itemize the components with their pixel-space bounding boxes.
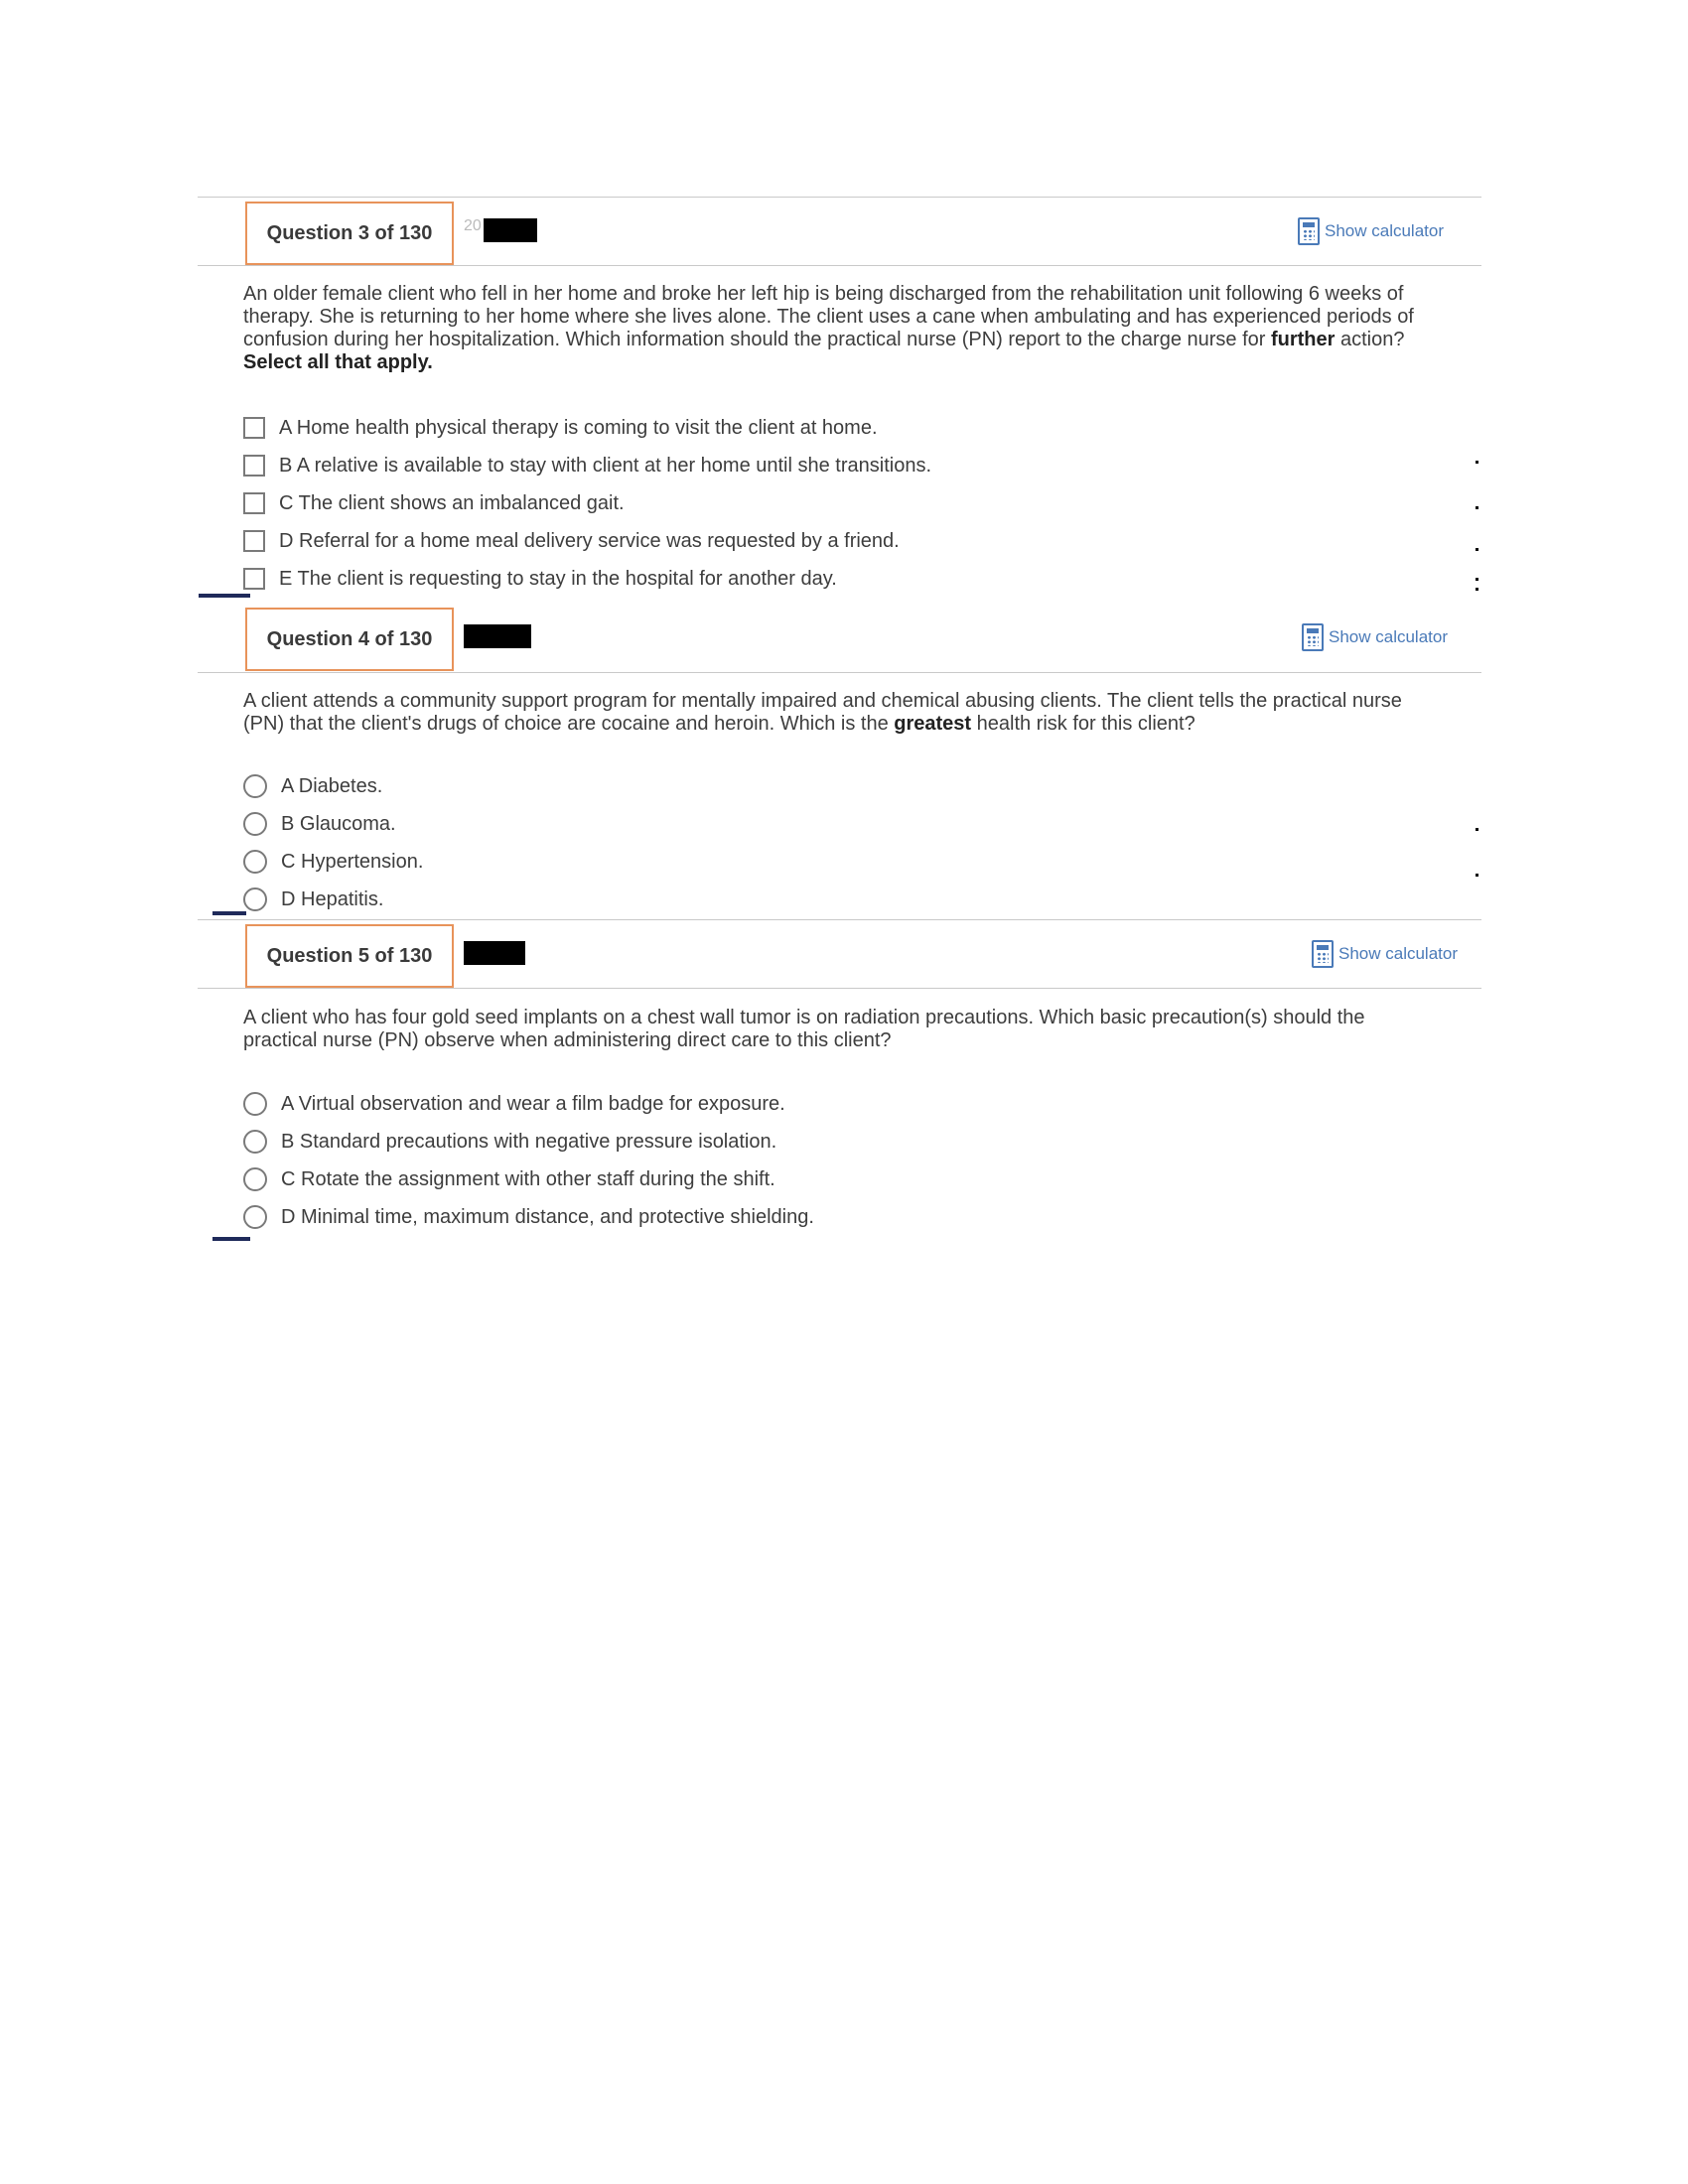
question-4-label: Question 4 of 130 [245, 608, 454, 671]
radio-button[interactable] [243, 887, 267, 911]
question-4-options [243, 767, 423, 918]
show-calculator-button[interactable] [1312, 940, 1458, 968]
scan-artifact-dash [1476, 588, 1478, 591]
show-calculator-label: Show calculator [1325, 221, 1445, 240]
show-calculator-button[interactable] [1302, 623, 1448, 651]
option-checkbox-b[interactable] [243, 447, 931, 484]
option-label: B Standard precautions with negative pressure isolation. [281, 1130, 777, 1153]
select-all-instruction: Select all that apply. [243, 351, 433, 373]
stem-text: health risk for this client? [971, 713, 1196, 735]
option-radio-d[interactable] [243, 881, 423, 918]
option-label: B Glaucoma. [281, 812, 396, 835]
stem-text: An older female client who fell in her home and broke her left hip is being discharged from the rehabilitation unit following 6 weeks of therapy. She is returning to her home where she lives alone. The client uses a cane when ambulating and has experienced periods of confusion during her hospitalization. Which information should the practical nurse (PN) report to the charge nurse for [243, 283, 1414, 350]
option-radio-c[interactable] [243, 843, 423, 881]
option-radio-c[interactable] [243, 1160, 814, 1198]
calculator-icon [1298, 217, 1320, 245]
option-label: D Referral for a home meal delivery service was requested by a friend. [279, 529, 900, 552]
option-label: C Rotate the assignment with other staff during the shift. [281, 1167, 775, 1190]
scan-artifact-dash [1476, 548, 1478, 551]
question-3-number-prefix: 20 [464, 217, 482, 234]
option-checkbox-c[interactable] [243, 484, 931, 522]
checkbox[interactable] [243, 455, 265, 477]
radio-button[interactable] [243, 1130, 267, 1154]
checkbox[interactable] [243, 530, 265, 552]
radio-button[interactable] [243, 850, 267, 874]
checkbox[interactable] [243, 492, 265, 514]
option-radio-a[interactable] [243, 1085, 814, 1123]
scan-artifact-dash [1476, 578, 1478, 581]
stem-emphasis: greatest [894, 713, 972, 735]
radio-button[interactable] [243, 1167, 267, 1191]
stem-text: A client who has four gold seed implants on a chest wall tumor is on radiation precautions. Which basic precaution(s) should the practical nurse (PN) observe when administering direct care to this client? [243, 1007, 1365, 1051]
option-label: D Hepatitis. [281, 887, 384, 910]
stem-text: action? [1335, 329, 1405, 350]
checkbox[interactable] [243, 417, 265, 439]
radio-button[interactable] [243, 1092, 267, 1116]
stem-emphasis: further [1270, 329, 1336, 350]
option-label: A Virtual observation and wear a film badge for exposure. [281, 1092, 785, 1115]
scan-artifact-dash [1476, 874, 1478, 877]
radio-button[interactable] [243, 1205, 267, 1229]
redaction-bar [464, 624, 531, 648]
option-label: C Hypertension. [281, 850, 424, 873]
stem-text: A client attends a community support program for mentally impaired and chemical abusing clients. The client tells the practical nurse (PN) that the client's drugs of choice are cocaine and heroin. Which is the [243, 690, 1402, 735]
option-label: D Minimal time, maximum distance, and protective shielding. [281, 1205, 814, 1228]
redaction-bar [464, 941, 525, 965]
question-3-stem [243, 283, 1415, 374]
question-3-options [243, 409, 931, 598]
show-calculator-button[interactable] [1298, 217, 1444, 245]
option-radio-a[interactable] [243, 767, 423, 805]
option-radio-b[interactable] [243, 805, 423, 843]
option-checkbox-a[interactable] [243, 409, 931, 447]
redaction-bar [484, 218, 537, 242]
question-5-stem [243, 1007, 1415, 1052]
question-3-label: Question 3 of 130 [245, 202, 454, 265]
option-radio-d[interactable] [243, 1198, 814, 1236]
scan-artifact-mark [212, 1237, 250, 1241]
show-calculator-label: Show calculator [1338, 944, 1459, 963]
show-calculator-label: Show calculator [1329, 627, 1449, 646]
scan-artifact-mark [199, 594, 250, 598]
scan-artifact-dash [1476, 828, 1478, 831]
calculator-icon [1312, 940, 1334, 968]
checkbox[interactable] [243, 568, 265, 590]
question-5-label: Question 5 of 130 [245, 924, 454, 988]
option-label: C The client shows an imbalanced gait. [279, 491, 625, 514]
scan-artifact-mark [212, 911, 246, 915]
option-checkbox-e[interactable] [243, 560, 931, 598]
option-label: A Home health physical therapy is coming to visit the client at home. [279, 416, 878, 439]
option-label: E The client is requesting to stay in the hospital for another day. [279, 567, 837, 590]
radio-button[interactable] [243, 812, 267, 836]
option-label: A Diabetes. [281, 774, 383, 797]
question-4-header [198, 604, 1481, 673]
scan-artifact-dash [1476, 506, 1478, 509]
question-5-options [243, 1085, 814, 1236]
scan-artifact-dash [1476, 461, 1478, 464]
radio-button[interactable] [243, 774, 267, 798]
calculator-icon [1302, 623, 1324, 651]
option-radio-b[interactable] [243, 1123, 814, 1160]
question-4-stem [243, 690, 1415, 736]
option-label: B A relative is available to stay with client at her home until she transitions. [279, 454, 932, 477]
question-5-header [198, 919, 1481, 989]
option-checkbox-d[interactable] [243, 522, 931, 560]
question-3-header [198, 197, 1481, 266]
